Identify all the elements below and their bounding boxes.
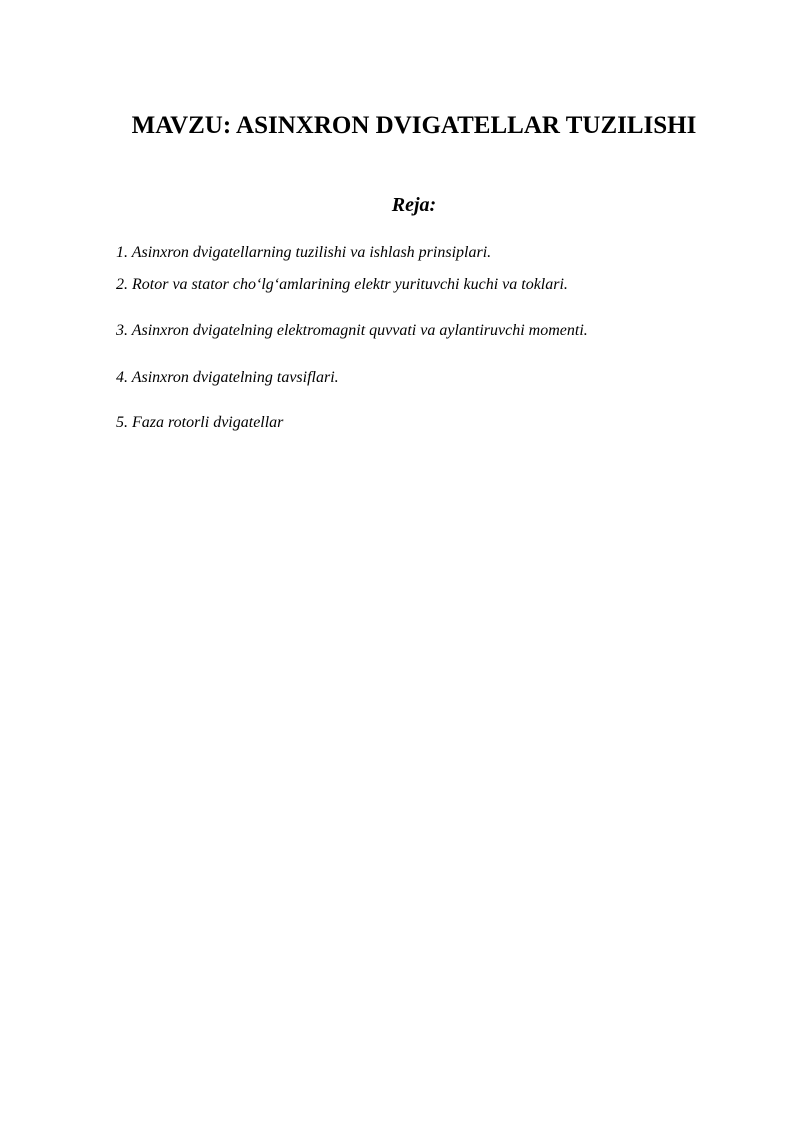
plan-heading: Reja: bbox=[391, 194, 437, 216]
plan-item: 2. Rotor va stator cho‘lg‘amlarining elektr yurituvchi kuchi va toklari. bbox=[116, 276, 568, 293]
plan-item: 3. Asinxron dvigatelning elektromagnit quvvati va aylantiruvchi momenti. bbox=[116, 322, 588, 339]
plan-item: 4. Asinxron dvigatelning tavsiflari. bbox=[116, 369, 339, 386]
plan-item: 5. Faza rotorli dvigatellar bbox=[116, 414, 284, 431]
page-title: MAVZU: ASINXRON DVIGATELLAR TUZILISHI bbox=[131, 112, 697, 139]
plan-item: 1. Asinxron dvigatellarning tuzilishi va ishlash prinsiplari. bbox=[116, 244, 492, 261]
